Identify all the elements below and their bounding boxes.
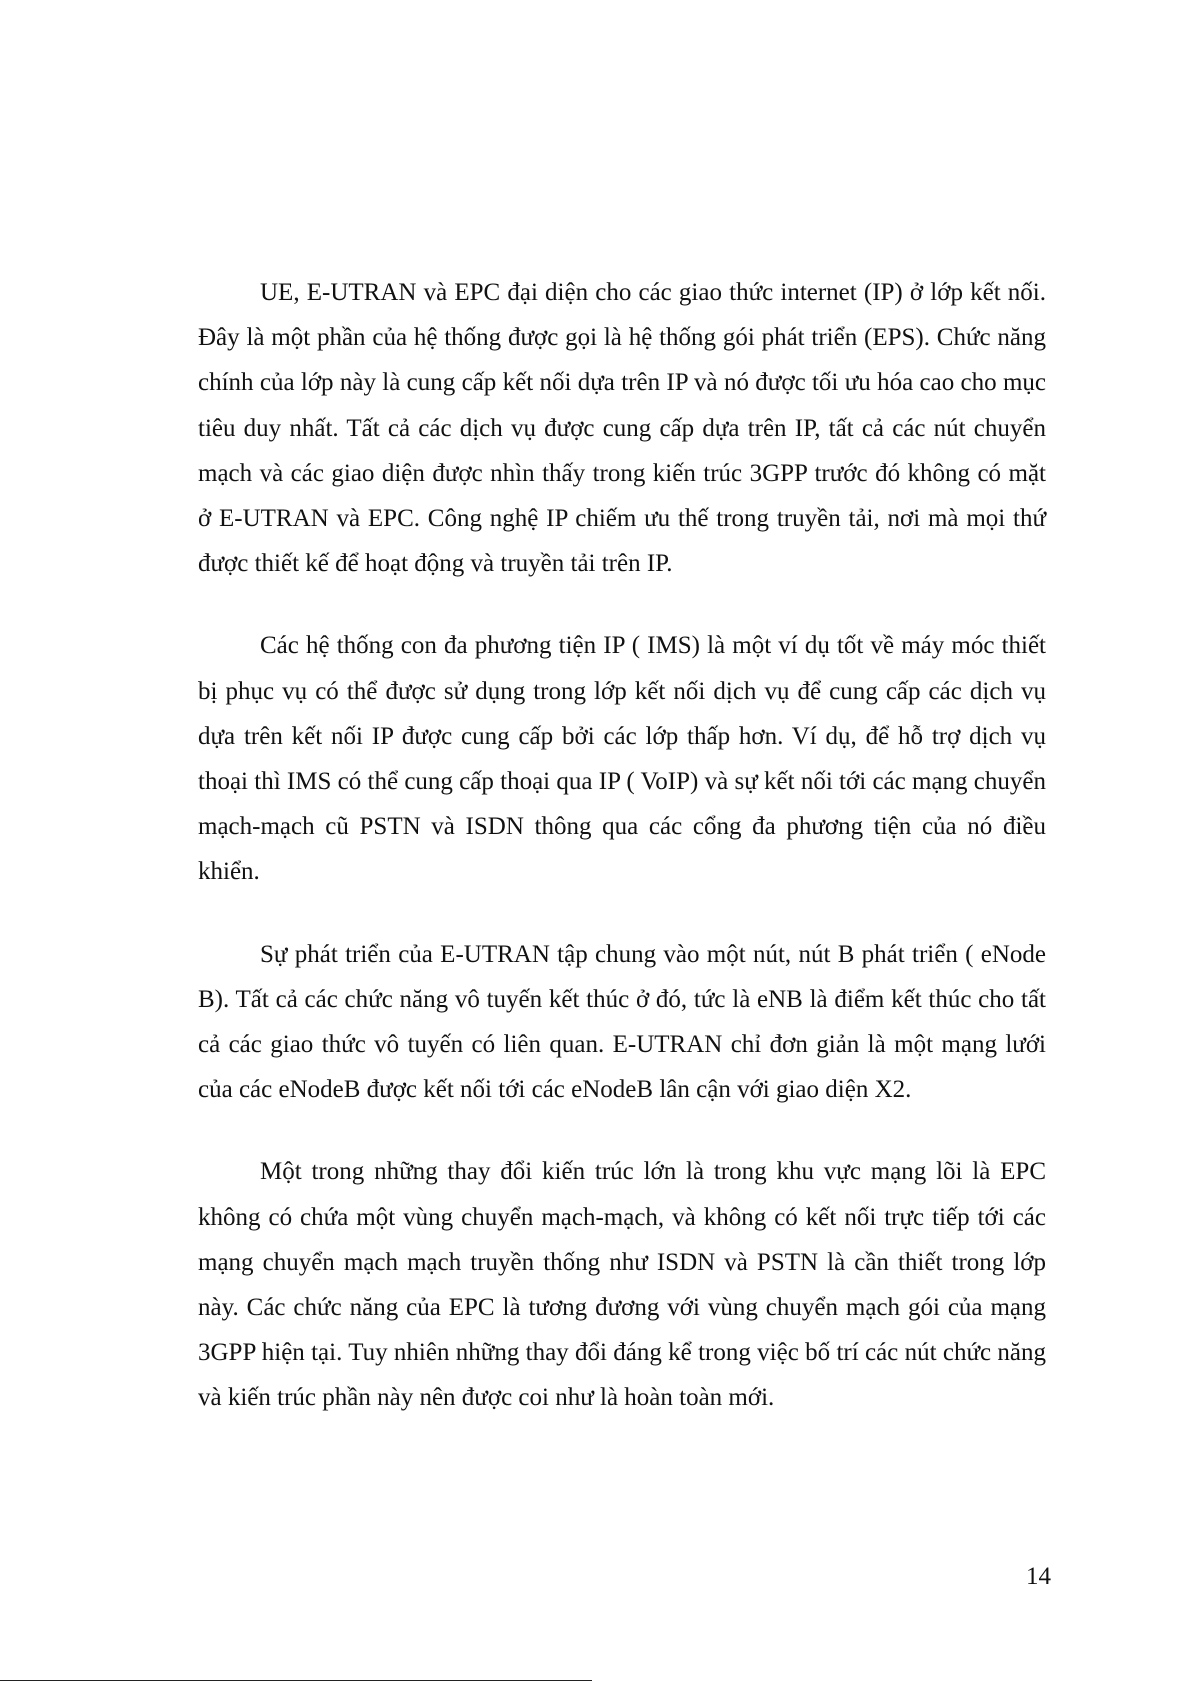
paragraph-3: Sự phát triển của E-UTRAN tập chung vào một nút, nút B phát triển ( eNode B). Tất cả các chức năng vô tuyến kết thúc ở đó, tức là eNB là điểm kết thúc cho tất cả các giao thức vô tuyến có liên quan. E-UTRAN chỉ đơn giản là một mạng lưới của các eNodeB được kết nối tới các eNodeB lân cận với giao diện X2.	[198, 940, 1046, 1104]
body-text	[198, 270, 1046, 1458]
paragraph-4: Một trong những thay đổi kiến trúc lớn là trong khu vực mạng lõi là EPC không có chứa một vùng chuyển mạch-mạch, và không có kết nối trực tiếp tới các mạng chuyển mạch mạch truyền thống như ISDN và PSTN là cần thiết trong lớp này. Các chức năng của EPC là tương đương với vùng chuyển mạch gói của mạng 3GPP hiện tại. Tuy nhiên những thay đổi đáng kể trong việc bố trí các nút chức năng và kiến trúc phần này nên được coi như là hoàn toàn mới.	[198, 1158, 1046, 1412]
footer-divider	[0, 1680, 592, 1681]
page-number: 14	[1026, 1563, 1051, 1590]
paragraph-1: UE, E-UTRAN và EPC đại diện cho các giao thức internet (IP) ở lớp kết nối. Đây là một phần của hệ thống được gọi là hệ thống gói phát triển (EPS). Chức năng chính của lớp này là cung cấp kết nối dựa trên IP và nó được tối ưu hóa cao cho mục tiêu duy nhất. Tất cả các dịch vụ được cung cấp dựa trên IP, tất cả các nút chuyển mạch và các giao diện được nhìn thấy trong kiến trúc 3GPP trước đó không có mặt ở E-UTRAN và EPC. Công nghệ IP chiếm ưu thế trong truyền tải, nơi mà mọi thứ được thiết kế để hoạt động và truyền tải trên IP.	[198, 279, 1046, 578]
paragraph-2: Các hệ thống con đa phương tiện IP ( IMS) là một ví dụ tốt về máy móc thiết bị phục vụ có thể được sử dụng trong lớp kết nối dịch vụ để cung cấp các dịch vụ dựa trên kết nối IP được cung cấp bởi các lớp thấp hơn. Ví dụ, để hỗ trợ dịch vụ thoại thì IMS có thể cung cấp thoại qua IP ( VoIP) và sự kết nối tới các mạng chuyển mạch-mạch cũ PSTN và ISDN thông qua các cổng đa phương tiện của nó điều khiển.	[198, 632, 1046, 886]
